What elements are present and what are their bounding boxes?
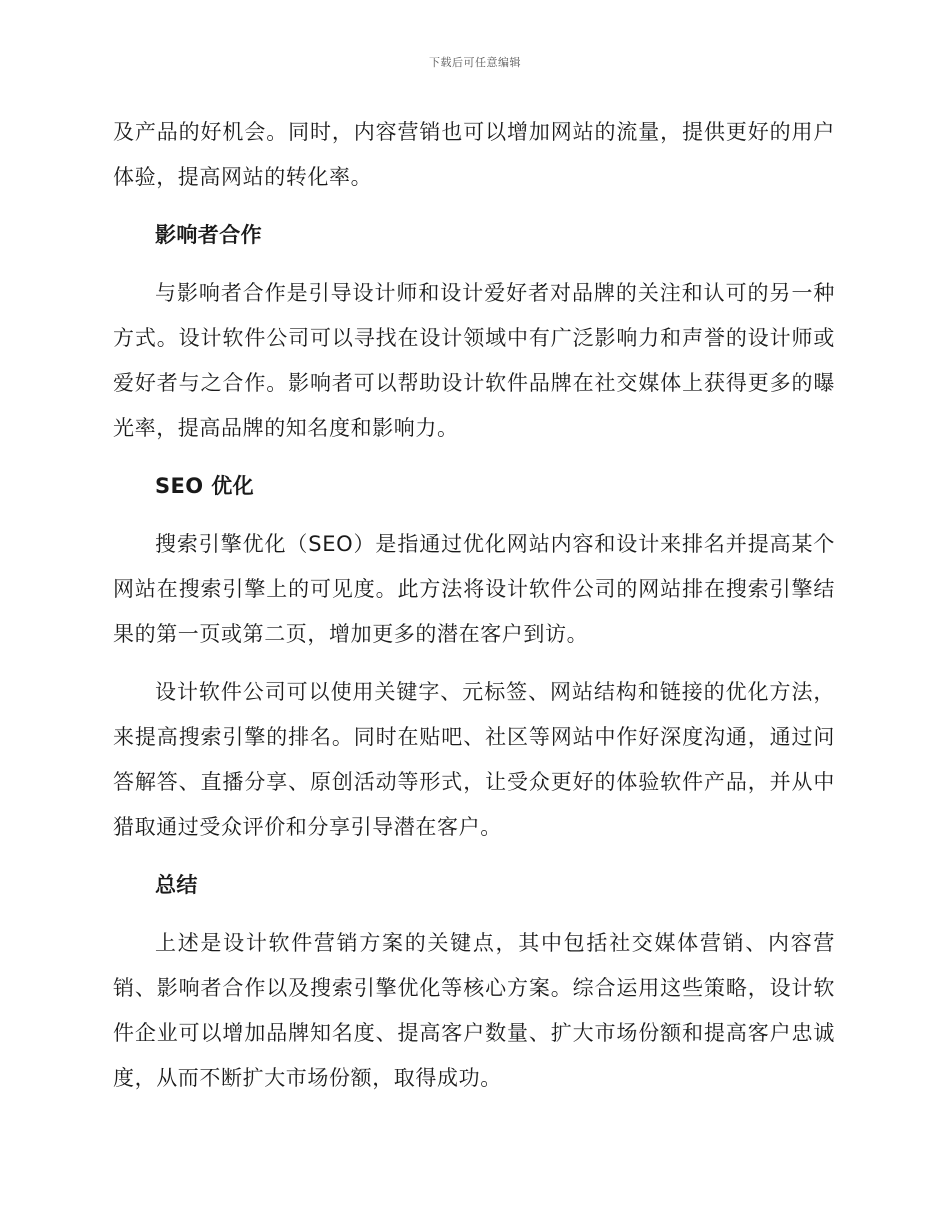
paragraph-seo-definition: 搜索引擎优化（SEO）是指通过优化网站内容和设计来排名并提高某个网站在搜索引擎上的可见度。此方法将设计软件公司的网站排在搜索引擎结果的第一页或第二页，增加更多的潜在客户到访。 — [113, 532, 835, 646]
paragraph-influencer: 与影响者合作是引导设计师和设计爱好者对品牌的关注和认可的另一种方式。设计软件公司可以寻找在设计领域中有广泛影响力和声誉的设计师或爱好者与之合作。影响者可以帮助设计软件品牌在社交媒体上获得更多的曝光率，提高品牌的知名度和影响力。 — [113, 281, 835, 440]
paragraph-summary: 上述是设计软件营销方案的关键点，其中包括社交媒体营销、内容营销、影响者合作以及搜索引擎优化等核心方案。综合运用这些策略，设计软件企业可以增加品牌知名度、提高客户数量、扩大市场份额和提高客户忠诚度，从而不断扩大市场份额，取得成功。 — [113, 931, 835, 1090]
document-body — [113, 110, 835, 1114]
heading-summary: 总结 — [155, 873, 198, 897]
header-note: 下载后可任意编辑 — [429, 56, 521, 69]
paragraph-seo-methods: 设计软件公司可以使用关键字、元标签、网站结构和链接的优化方法，来提高搜索引擎的排名。同时在贴吧、社区等网站中作好深度沟通，通过问答解答、直播分享、原创活动等形式，让受众更好的体验软件产品，并从中猎取通过受众评价和分享引导潜在客户。 — [113, 680, 835, 839]
heading-influencer: 影响者合作 — [155, 223, 262, 247]
heading-seo: SEO 优化 — [155, 474, 255, 498]
paragraph-content-marketing-end: 及产品的好机会。同时，内容营销也可以增加网站的流量，提供更好的用户体验，提高网站的转化率。 — [113, 120, 835, 189]
